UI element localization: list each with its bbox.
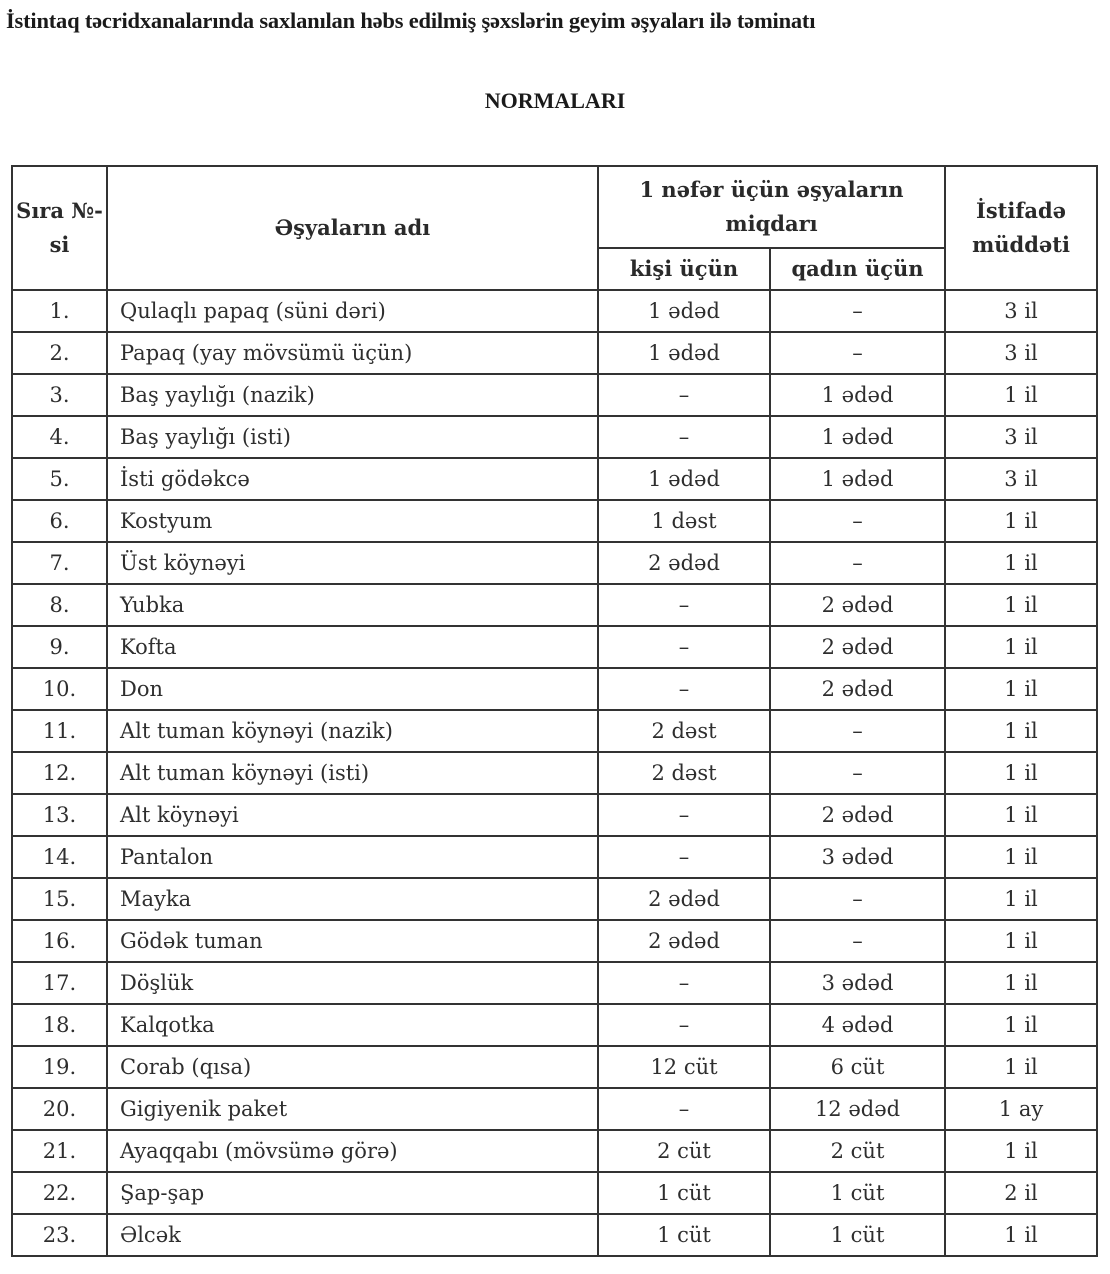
table-row <box>12 290 1097 332</box>
table-row <box>12 416 1097 458</box>
header-male: kişi üçün <box>598 248 770 290</box>
duration-cell: 1 il <box>945 878 1097 920</box>
row-number-cell: 6. <box>12 500 107 542</box>
female-quantity-cell: – <box>770 542 945 584</box>
item-name-cell: Alt köynəyi <box>107 794 598 836</box>
item-name-cell: Gödək tuman <box>107 920 598 962</box>
table-row <box>12 710 1097 752</box>
row-number-cell: 19. <box>12 1046 107 1088</box>
female-quantity-cell: – <box>770 920 945 962</box>
header-duration: İstifadə müddəti <box>945 166 1097 290</box>
row-number-cell: 10. <box>12 668 107 710</box>
item-name-cell: Kostyum <box>107 500 598 542</box>
female-quantity-cell: – <box>770 290 945 332</box>
male-quantity-cell: 2 ədəd <box>598 920 770 962</box>
row-number-cell: 23. <box>12 1214 107 1256</box>
duration-cell: 2 il <box>945 1172 1097 1214</box>
item-name-cell: Corab (qısa) <box>107 1046 598 1088</box>
duration-cell: 1 il <box>945 1004 1097 1046</box>
female-quantity-cell: 3 ədəd <box>770 962 945 1004</box>
item-name-cell: Baş yaylığı (isti) <box>107 416 598 458</box>
row-number-cell: 15. <box>12 878 107 920</box>
duration-cell: 1 il <box>945 1214 1097 1256</box>
male-quantity-cell: 1 ədəd <box>598 458 770 500</box>
table-header <box>12 166 1097 290</box>
row-number-cell: 18. <box>12 1004 107 1046</box>
document-title: İstintaq təcridxanalarında saxlanılan həbs edilmiş şəxslərin geyim əşyaları ilə təminatı <box>6 8 816 33</box>
norms-table <box>11 165 1098 1257</box>
item-name-cell: Qulaqlı papaq (süni dəri) <box>107 290 598 332</box>
table-row <box>12 1046 1097 1088</box>
table-row <box>12 668 1097 710</box>
male-quantity-cell: 12 cüt <box>598 1046 770 1088</box>
item-name-cell: İsti gödəkcə <box>107 458 598 500</box>
male-quantity-cell: 2 ədəd <box>598 542 770 584</box>
row-number-cell: 20. <box>12 1088 107 1130</box>
row-number-cell: 9. <box>12 626 107 668</box>
item-name-cell: Kofta <box>107 626 598 668</box>
duration-cell: 1 il <box>945 836 1097 878</box>
item-name-cell: Alt tuman köynəyi (isti) <box>107 752 598 794</box>
female-quantity-cell: – <box>770 332 945 374</box>
row-number-cell: 13. <box>12 794 107 836</box>
item-name-cell: Gigiyenik paket <box>107 1088 598 1130</box>
male-quantity-cell: 1 dəst <box>598 500 770 542</box>
male-quantity-cell: 2 cüt <box>598 1130 770 1172</box>
female-quantity-cell: 1 cüt <box>770 1214 945 1256</box>
male-quantity-cell: 1 cüt <box>598 1214 770 1256</box>
duration-cell: 1 il <box>945 626 1097 668</box>
duration-cell: 1 il <box>945 542 1097 584</box>
row-number-cell: 22. <box>12 1172 107 1214</box>
table-row <box>12 332 1097 374</box>
duration-cell: 1 il <box>945 668 1097 710</box>
table-row <box>12 794 1097 836</box>
item-name-cell: Əlcək <box>107 1214 598 1256</box>
female-quantity-cell: – <box>770 710 945 752</box>
table-row <box>12 626 1097 668</box>
duration-cell: 1 il <box>945 794 1097 836</box>
table-row <box>12 1214 1097 1256</box>
female-quantity-cell: 2 ədəd <box>770 626 945 668</box>
item-name-cell: Ayaqqabı (mövsümə görə) <box>107 1130 598 1172</box>
table-row <box>12 1004 1097 1046</box>
table-row <box>12 836 1097 878</box>
female-quantity-cell: 2 ədəd <box>770 668 945 710</box>
row-number-cell: 4. <box>12 416 107 458</box>
female-quantity-cell: 1 ədəd <box>770 374 945 416</box>
table-row <box>12 500 1097 542</box>
male-quantity-cell: – <box>598 584 770 626</box>
male-quantity-cell: 1 cüt <box>598 1172 770 1214</box>
female-quantity-cell: 3 ədəd <box>770 836 945 878</box>
header-item-name: Əşyaların adı <box>107 166 598 290</box>
duration-cell: 1 il <box>945 374 1097 416</box>
item-name-cell: Yubka <box>107 584 598 626</box>
header-female: qadın üçün <box>770 248 945 290</box>
header-quantity-group: 1 nəfər üçün əşyaların miqdarı <box>598 166 945 248</box>
row-number-cell: 7. <box>12 542 107 584</box>
item-name-cell: Papaq (yay mövsümü üçün) <box>107 332 598 374</box>
male-quantity-cell: 2 dəst <box>598 752 770 794</box>
item-name-cell: Üst köynəyi <box>107 542 598 584</box>
duration-cell: 1 il <box>945 500 1097 542</box>
document-subtitle: NORMALARI <box>484 88 626 113</box>
male-quantity-cell: – <box>598 668 770 710</box>
duration-cell: 1 il <box>945 962 1097 1004</box>
female-quantity-cell: 1 ədəd <box>770 416 945 458</box>
duration-cell: 1 il <box>945 584 1097 626</box>
table-row <box>12 584 1097 626</box>
male-quantity-cell: – <box>598 836 770 878</box>
male-quantity-cell: – <box>598 962 770 1004</box>
row-number-cell: 5. <box>12 458 107 500</box>
female-quantity-cell: 2 ədəd <box>770 584 945 626</box>
table-row <box>12 1130 1097 1172</box>
female-quantity-cell: 1 cüt <box>770 1172 945 1214</box>
table-row <box>12 374 1097 416</box>
female-quantity-cell: 2 ədəd <box>770 794 945 836</box>
duration-cell: 1 il <box>945 752 1097 794</box>
duration-cell: 1 il <box>945 920 1097 962</box>
male-quantity-cell: – <box>598 1088 770 1130</box>
male-quantity-cell: – <box>598 794 770 836</box>
item-name-cell: Baş yaylığı (nazik) <box>107 374 598 416</box>
male-quantity-cell: – <box>598 626 770 668</box>
row-number-cell: 17. <box>12 962 107 1004</box>
male-quantity-cell: – <box>598 1004 770 1046</box>
table-row <box>12 752 1097 794</box>
female-quantity-cell: 4 ədəd <box>770 1004 945 1046</box>
duration-cell: 3 il <box>945 458 1097 500</box>
item-name-cell: Don <box>107 668 598 710</box>
male-quantity-cell: 2 ədəd <box>598 878 770 920</box>
table-row <box>12 878 1097 920</box>
item-name-cell: Döşlük <box>107 962 598 1004</box>
male-quantity-cell: 1 ədəd <box>598 332 770 374</box>
item-name-cell: Mayka <box>107 878 598 920</box>
male-quantity-cell: 2 dəst <box>598 710 770 752</box>
item-name-cell: Şap-şap <box>107 1172 598 1214</box>
table-row <box>12 1088 1097 1130</box>
duration-cell: 1 ay <box>945 1088 1097 1130</box>
row-number-cell: 2. <box>12 332 107 374</box>
female-quantity-cell: 2 cüt <box>770 1130 945 1172</box>
table-row <box>12 1172 1097 1214</box>
male-quantity-cell: – <box>598 416 770 458</box>
row-number-cell: 8. <box>12 584 107 626</box>
header-row-no: Sıra №-si <box>12 166 107 290</box>
female-quantity-cell: – <box>770 752 945 794</box>
duration-cell: 1 il <box>945 1130 1097 1172</box>
female-quantity-cell: – <box>770 878 945 920</box>
row-number-cell: 21. <box>12 1130 107 1172</box>
table-body <box>12 290 1097 1256</box>
duration-cell: 1 il <box>945 710 1097 752</box>
female-quantity-cell: 1 ədəd <box>770 458 945 500</box>
duration-cell: 1 il <box>945 1046 1097 1088</box>
table-row <box>12 920 1097 962</box>
duration-cell: 3 il <box>945 416 1097 458</box>
row-number-cell: 1. <box>12 290 107 332</box>
female-quantity-cell: 12 ədəd <box>770 1088 945 1130</box>
table-row <box>12 458 1097 500</box>
female-quantity-cell: – <box>770 500 945 542</box>
row-number-cell: 12. <box>12 752 107 794</box>
female-quantity-cell: 6 cüt <box>770 1046 945 1088</box>
row-number-cell: 14. <box>12 836 107 878</box>
item-name-cell: Alt tuman köynəyi (nazik) <box>107 710 598 752</box>
item-name-cell: Kalqotka <box>107 1004 598 1046</box>
male-quantity-cell: – <box>598 374 770 416</box>
duration-cell: 3 il <box>945 290 1097 332</box>
item-name-cell: Pantalon <box>107 836 598 878</box>
table-row <box>12 962 1097 1004</box>
male-quantity-cell: 1 ədəd <box>598 290 770 332</box>
duration-cell: 3 il <box>945 332 1097 374</box>
row-number-cell: 11. <box>12 710 107 752</box>
row-number-cell: 16. <box>12 920 107 962</box>
row-number-cell: 3. <box>12 374 107 416</box>
table-row <box>12 542 1097 584</box>
